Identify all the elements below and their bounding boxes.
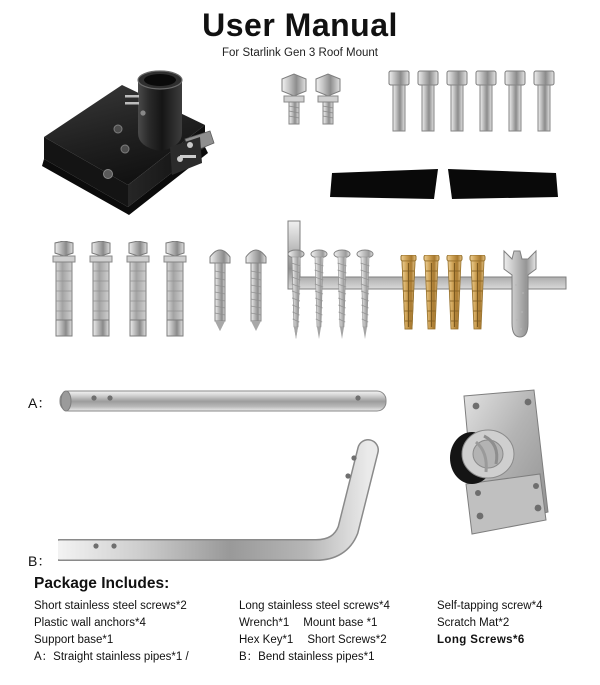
package-item-long-screws: Long Screws*6	[437, 634, 525, 646]
plastic-wall-anchors	[398, 255, 490, 339]
package-includes-section	[34, 575, 579, 666]
short-screws	[206, 245, 272, 345]
page-header	[0, 0, 600, 59]
package-title: Package Includes:	[34, 575, 170, 592]
page-subtitle: For Starlink Gen 3 Roof Mount	[222, 47, 378, 60]
section-a-label: A：	[28, 395, 52, 411]
section-b-label: B：	[28, 553, 52, 569]
page-title: User Manual	[202, 7, 398, 43]
package-item: Short stainless steel screws*2	[34, 600, 187, 612]
package-item: Self-tapping screw*4	[437, 600, 543, 612]
package-item: Plastic wall anchors*4	[34, 617, 146, 629]
package-item-group	[239, 632, 437, 649]
package-item: Support base*1	[34, 634, 114, 646]
package-item: Short Screws*2	[307, 634, 387, 646]
self-tapping-screws	[288, 249, 376, 349]
package-item	[437, 649, 579, 666]
mount-base-illustration	[30, 67, 240, 222]
wall-anchor-bolts	[52, 241, 202, 341]
package-item: A：Straight stainless pipes*1 /	[34, 651, 189, 663]
package-item: B：Bend stainless pipes*1	[239, 651, 375, 663]
package-item: Long stainless steel screws*4	[239, 600, 390, 612]
long-stainless-bolts	[385, 67, 575, 137]
parts-diagram	[0, 59, 600, 359]
package-item: Hex Key*1	[239, 634, 294, 646]
wrench-illustration	[492, 245, 552, 345]
short-stainless-screws	[278, 73, 350, 127]
scratch-mats	[330, 167, 560, 203]
support-base-illustration	[428, 388, 558, 543]
straight-pipe-illustration	[58, 388, 388, 414]
package-item: Mount base *1	[303, 617, 378, 629]
bend-pipe-illustration	[58, 430, 388, 570]
package-item-group	[239, 615, 437, 632]
package-item: Scratch Mat*2	[437, 617, 510, 629]
package-list	[34, 598, 579, 666]
package-item: Wrench*1	[239, 617, 290, 629]
